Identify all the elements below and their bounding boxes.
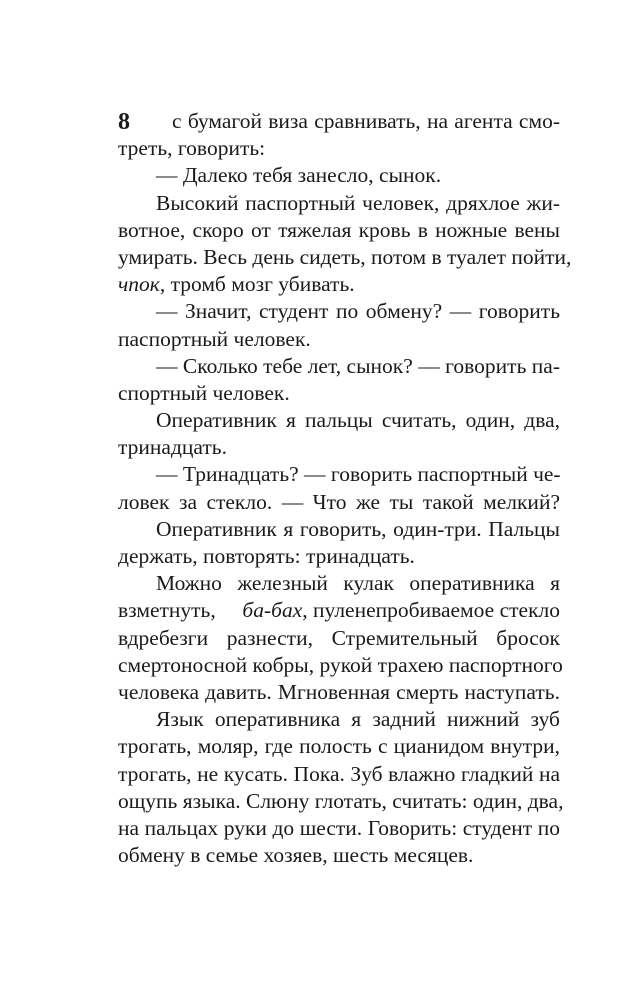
text-line: человека давить. Мгновенная смерть наступать. (118, 679, 560, 704)
text-line: — Значит, студент по обмену? — говорить (156, 299, 560, 324)
italic-word: ба-бах (242, 598, 303, 623)
text-line: Оперативник я говорить, один-три. Пальцы (156, 516, 560, 541)
text-line: трогать, моляр, где полость с цианидом внутри, (118, 734, 560, 759)
text-line: — Сколько тебе лет, сынок? — говорить па- (156, 353, 560, 378)
text-fragment: , пуленепробиваемое стекло (302, 598, 560, 623)
text-line (118, 271, 560, 298)
text-line: умирать. Весь день сидеть, потом в туалет пойти, (118, 244, 572, 269)
text-line: с бумагой виза сравнивать, на агента смо- (172, 109, 560, 133)
text-fragment: взметнуть, (118, 598, 216, 623)
text-line: Высокий паспортный человек, дряхлое жи- (156, 190, 560, 215)
text-line: тринадцать. (118, 435, 227, 460)
text-line: ощупь языка. Слюну глотать, считать: один, два, (118, 788, 564, 813)
text-line: обмену в семье хозяев, шесть месяцев. (118, 843, 474, 868)
text-line: вотное, скоро от тяжелая кровь в ножные вены (118, 217, 560, 242)
text-fragment (242, 597, 560, 624)
text-line: вдребезги разнести, Стремительный бросок (118, 625, 560, 650)
page-number: 8 (118, 109, 130, 135)
text-line: паспортный человек. (118, 326, 311, 351)
italic-word: чпок (118, 272, 160, 297)
text-line: на пальцах руки до шести. Говорить: студент по (118, 815, 560, 840)
text-line (118, 597, 560, 624)
text-line: — Далеко тебя занесло, сынок. (156, 163, 442, 188)
text-line: ловек за стекло. — Что же ты такой мелкий? (118, 489, 560, 514)
text-fragment: , тромб мозг убивать. (159, 272, 355, 297)
text-line: Оперативник я пальцы считать, один, два, (156, 408, 560, 433)
body-text (118, 108, 572, 869)
text-line: трогать, не кусать. Пока. Зуб влажно гладкий на (118, 761, 560, 786)
text-line: — Тринадцать? — говорить паспортный че- (156, 462, 561, 487)
text-line: Язык оперативника я задний нижний зуб (156, 707, 560, 732)
text-line: треть, говорить: (118, 136, 266, 161)
text-line: держать, повторять: тринадцать. (118, 544, 415, 568)
text-line: смертоносной кобры, рукой трахею паспортного (118, 652, 563, 677)
text-line: Можно железный кулак оперативника я (156, 571, 560, 596)
text-line: спортный человек. (118, 380, 290, 405)
